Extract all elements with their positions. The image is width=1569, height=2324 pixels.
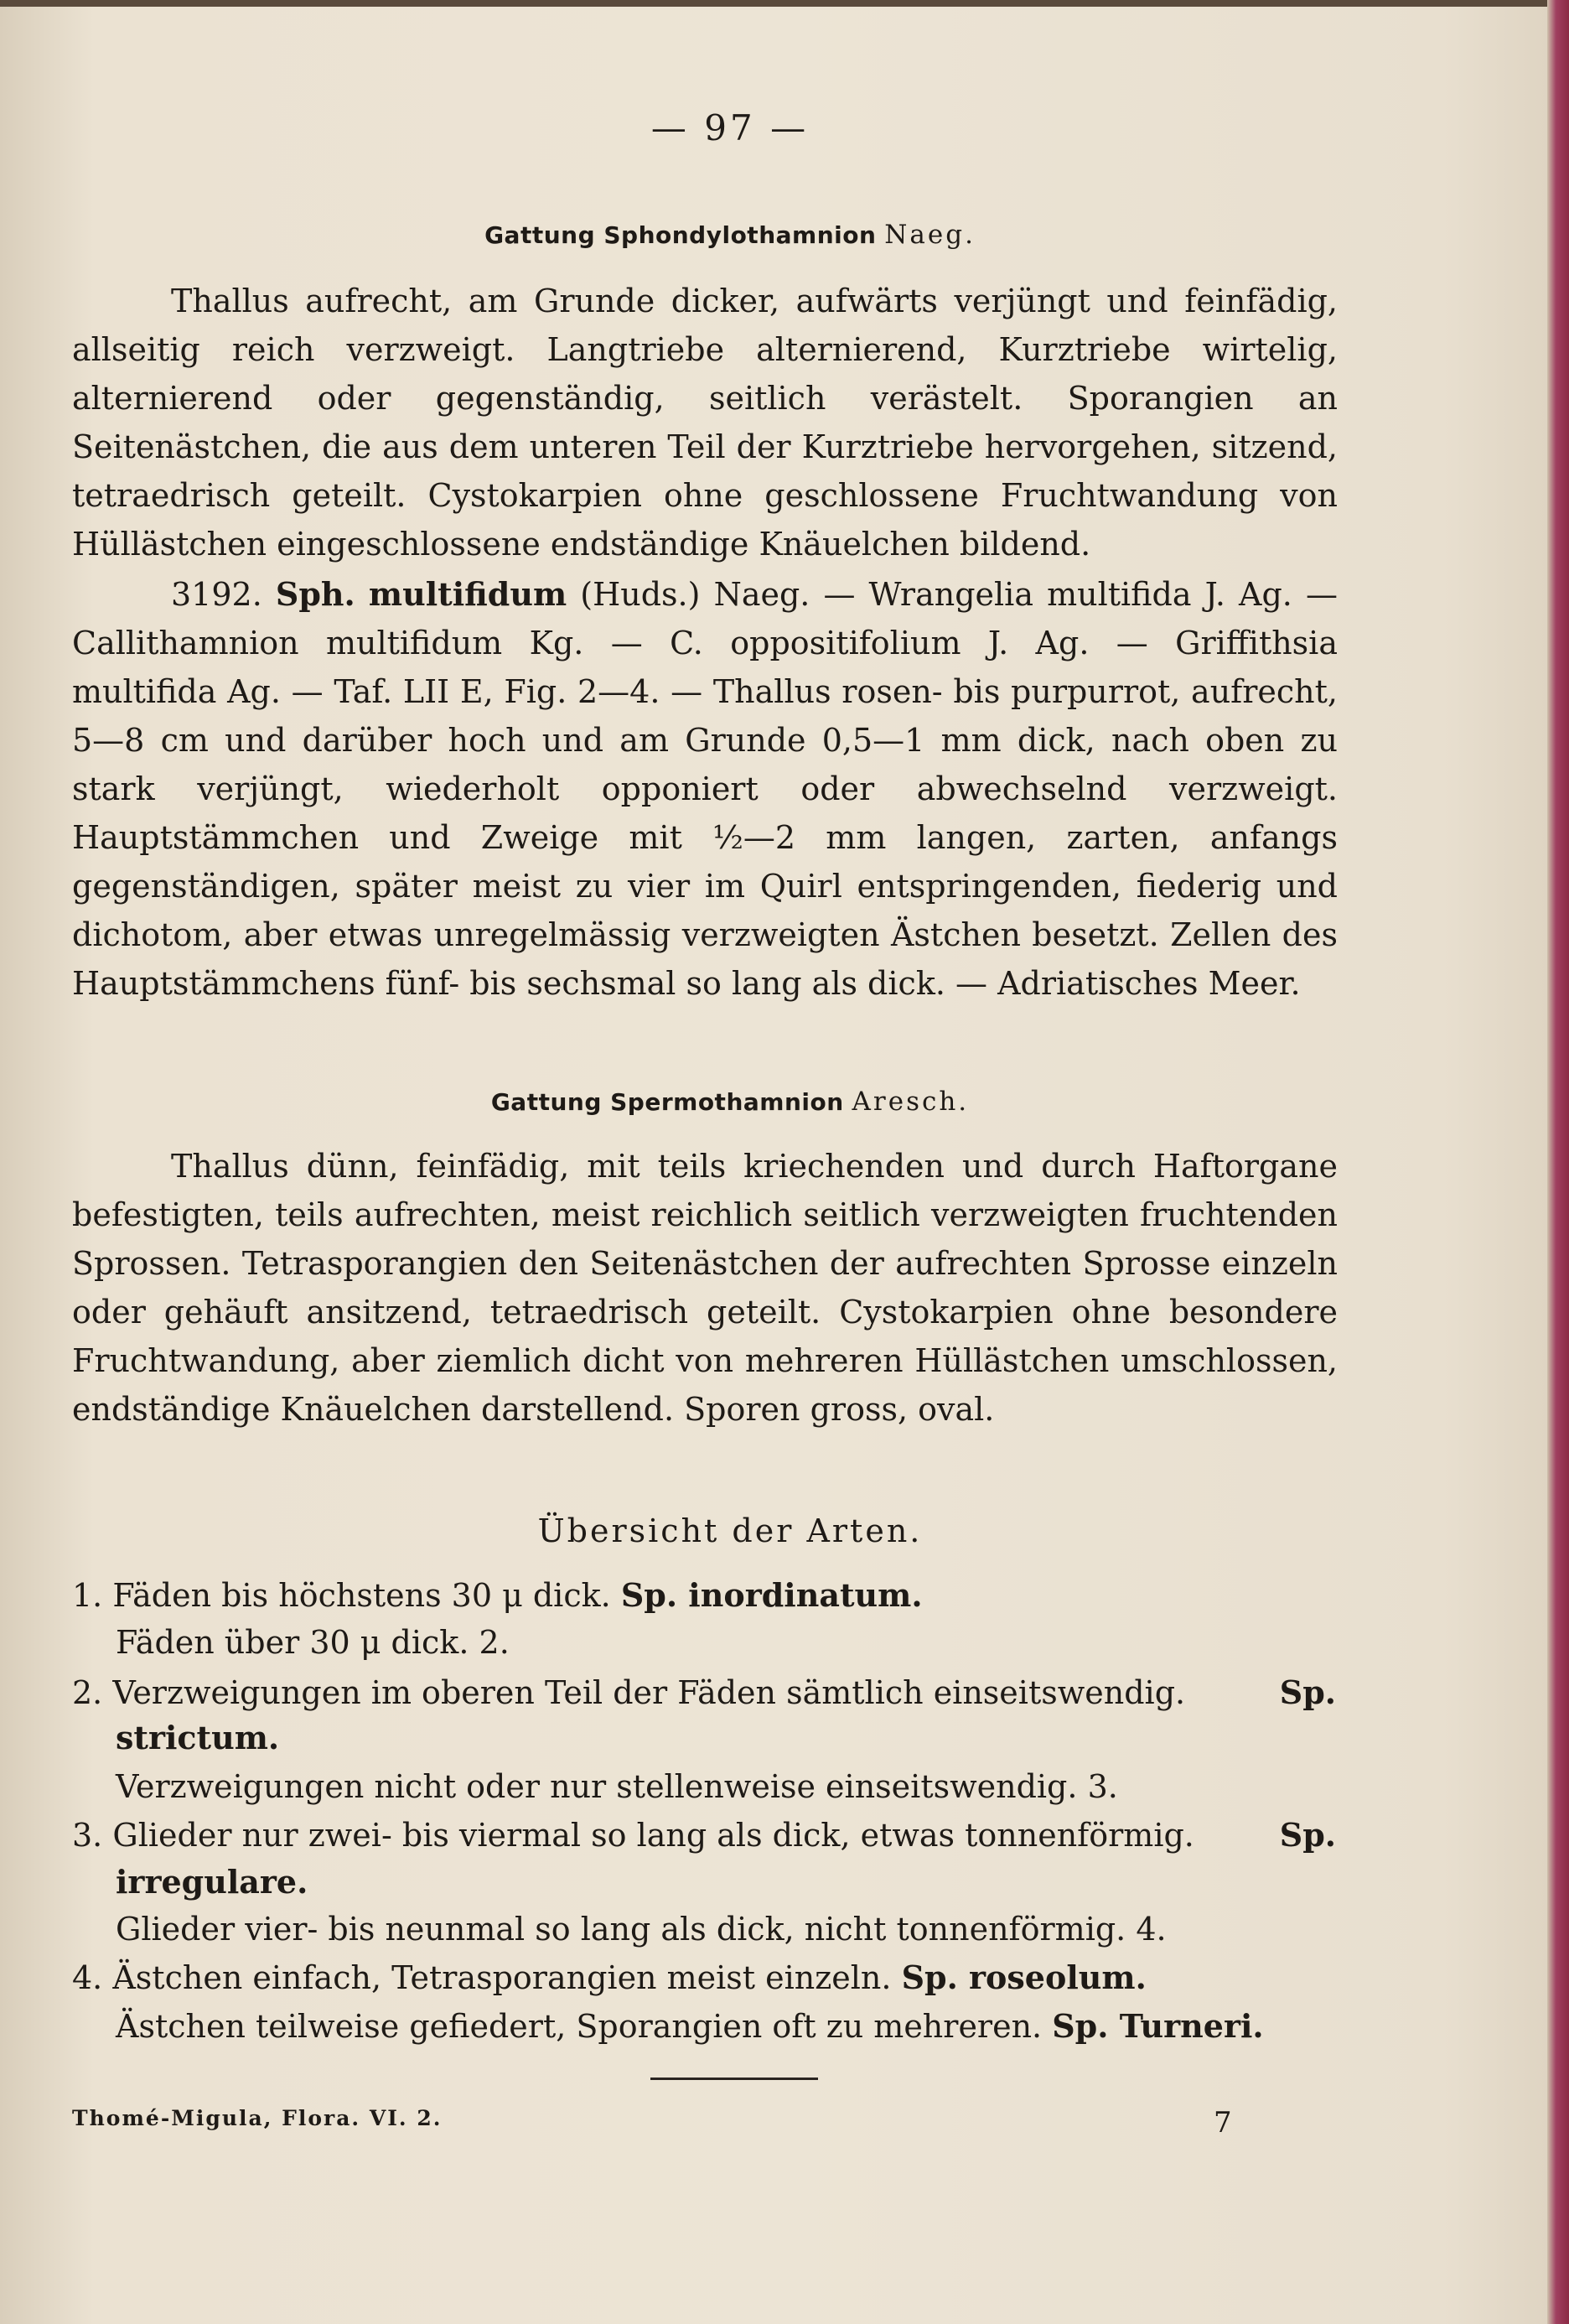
- key-line-2a: [72, 1670, 1336, 1715]
- key-line-2a-cont: strictum.: [116, 1719, 280, 1756]
- key-line-2b: [116, 1764, 1118, 1809]
- page-footer: [72, 2106, 1380, 2140]
- key-result: Sp.: [1279, 1816, 1336, 1854]
- genus-description-text: Thallus aufrecht, am Grunde dicker, aufwärts verjüngt und feinfädig, allseitig reich verzweigt. Langtriebe alternierend, Kurztriebe wirtelig, alternierend oder gegenständig, seitlich verästelt. Sporangien an Seitenästchen, die aus dem unteren Teil der Kurztriebe hervorgehen, sitzend, tetraedrisch geteilt. Cystokarpien ohne geschlossene Fruchtwandung von Hüllästchen eingeschlossene endständige Knäuelchen bildend.: [72, 283, 1338, 563]
- page-top-edge: [0, 0, 1569, 7]
- key-text: Fäden bis höchstens 30 μ dick.: [112, 1577, 611, 1614]
- key-result: Sp. inordinatum.: [620, 1576, 923, 1614]
- footer-rule: [650, 2078, 818, 2080]
- species-epithet: multifidum: [368, 575, 567, 613]
- key-result: 4.: [1136, 1911, 1167, 1948]
- key-text: Fäden über 30 μ dick.: [116, 1624, 469, 1661]
- species-genus-abbr: Sph.: [275, 575, 355, 613]
- key-title: Übersicht der Arten.: [537, 1512, 923, 1549]
- book-spine-edge: [1547, 0, 1569, 2324]
- key-line-4b: [116, 2004, 1264, 2049]
- key-line-3a-cont: irregulare.: [116, 1863, 308, 1901]
- genus-author: Aresch.: [852, 1087, 970, 1117]
- key-text: Verzweigungen im oberen Teil der Fäden sämtlich einseitswendig.: [112, 1674, 1186, 1711]
- genus-heading-spermothamnion: [72, 1087, 1388, 1117]
- species-text: (Huds.) Naeg. — Wrangelia multifida J. Ag. — Callithamnion multifidum Kg. — C. oppositifolium J. Ag. — Griffithsia multifida Ag. — Taf. LII E, Fig. 2—4. — Thallus rosen- bis purpurrot, aufrecht, 5—8 cm und darüber hoch und am Grunde 0,5—1 mm dick, nach oben zu stark verjüngt, wiederholt opponiert oder abwechselnd verzweigt. Hauptstämmchen und Zweige mit ½—2 mm langen, zarten, anfangs gegenständigen, später meist zu vier im Quirl entspringenden, fiederig und dichotom, aber etwas unregelmässig verzweigten Ästchen besetzt. Zellen des Hauptstämmchens fünf- bis sechsmal so lang als dick. — Adriatisches Meer.: [72, 576, 1338, 1002]
- key-text: Glieder nur zwei- bis viermal so lang als dick, etwas tonnenförmig.: [112, 1817, 1194, 1854]
- key-result: 2.: [479, 1624, 510, 1661]
- genus-heading-sphondylothamnion: [72, 220, 1388, 250]
- key-num: 3.: [72, 1817, 103, 1854]
- key-text: Glieder vier- bis neunmal so lang als dick, nicht tonnenförmig.: [116, 1911, 1126, 1948]
- key-num: 4.: [72, 1959, 103, 1996]
- page-number: — 97 —: [650, 107, 810, 148]
- key-result: Sp. roseolum.: [901, 1958, 1147, 1996]
- genus-description-sphondylothamnion: [72, 277, 1338, 568]
- key-num: 2.: [72, 1674, 103, 1711]
- key-line-3b: [116, 1906, 1167, 1952]
- key-result: Sp. Turneri.: [1052, 2007, 1264, 2045]
- genus-name: Gattung Spermothamnion: [490, 1088, 844, 1116]
- genus-name: Gattung Sphondylothamnion: [484, 221, 877, 249]
- key-line-4a: [72, 1955, 1147, 2000]
- key-line-1b: [116, 1620, 510, 1665]
- footer-source: Thomé-Migula, Flora. VI. 2.: [72, 2106, 443, 2130]
- key-text: Ästchen teilweise gefiedert, Sporangien oft zu mehreren.: [116, 2008, 1043, 2045]
- key-result: 3.: [1087, 1768, 1118, 1805]
- genus-author: Naeg.: [884, 220, 976, 250]
- key-result: Sp.: [1279, 1673, 1336, 1711]
- key-text: Ästchen einfach, Tetrasporangien meist einzeln.: [112, 1959, 892, 1996]
- genus-description-text: Thallus dünn, feinfädig, mit teils kriechenden und durch Haftorgane befestigten, teils aufrechten, meist reichlich seitlich verzweigten fruchtenden Sprossen. Tetrasporangien den Seitenästchen der aufrechten Sprosse einzeln oder gehäuft ansitzend, tetraedrisch geteilt. Cystokarpien ohne besondere Fruchtwandung, aber ziemlich dicht von mehreren Hüllästchen umschlossen, endständige Knäuelchen darstellend. Sporen gross, oval.: [72, 1148, 1338, 1428]
- key-text: Verzweigungen nicht oder nur stellenweise einseitswendig.: [116, 1768, 1078, 1805]
- species-number: 3192.: [171, 576, 262, 613]
- key-line-3a: [72, 1813, 1336, 1858]
- key-line-1a: [72, 1573, 923, 1618]
- printer-signature: 7: [1214, 2106, 1234, 2140]
- genus-description-spermothamnion: [72, 1142, 1338, 1434]
- key-num: 1.: [72, 1577, 103, 1614]
- species-entry-3192: [72, 570, 1338, 1008]
